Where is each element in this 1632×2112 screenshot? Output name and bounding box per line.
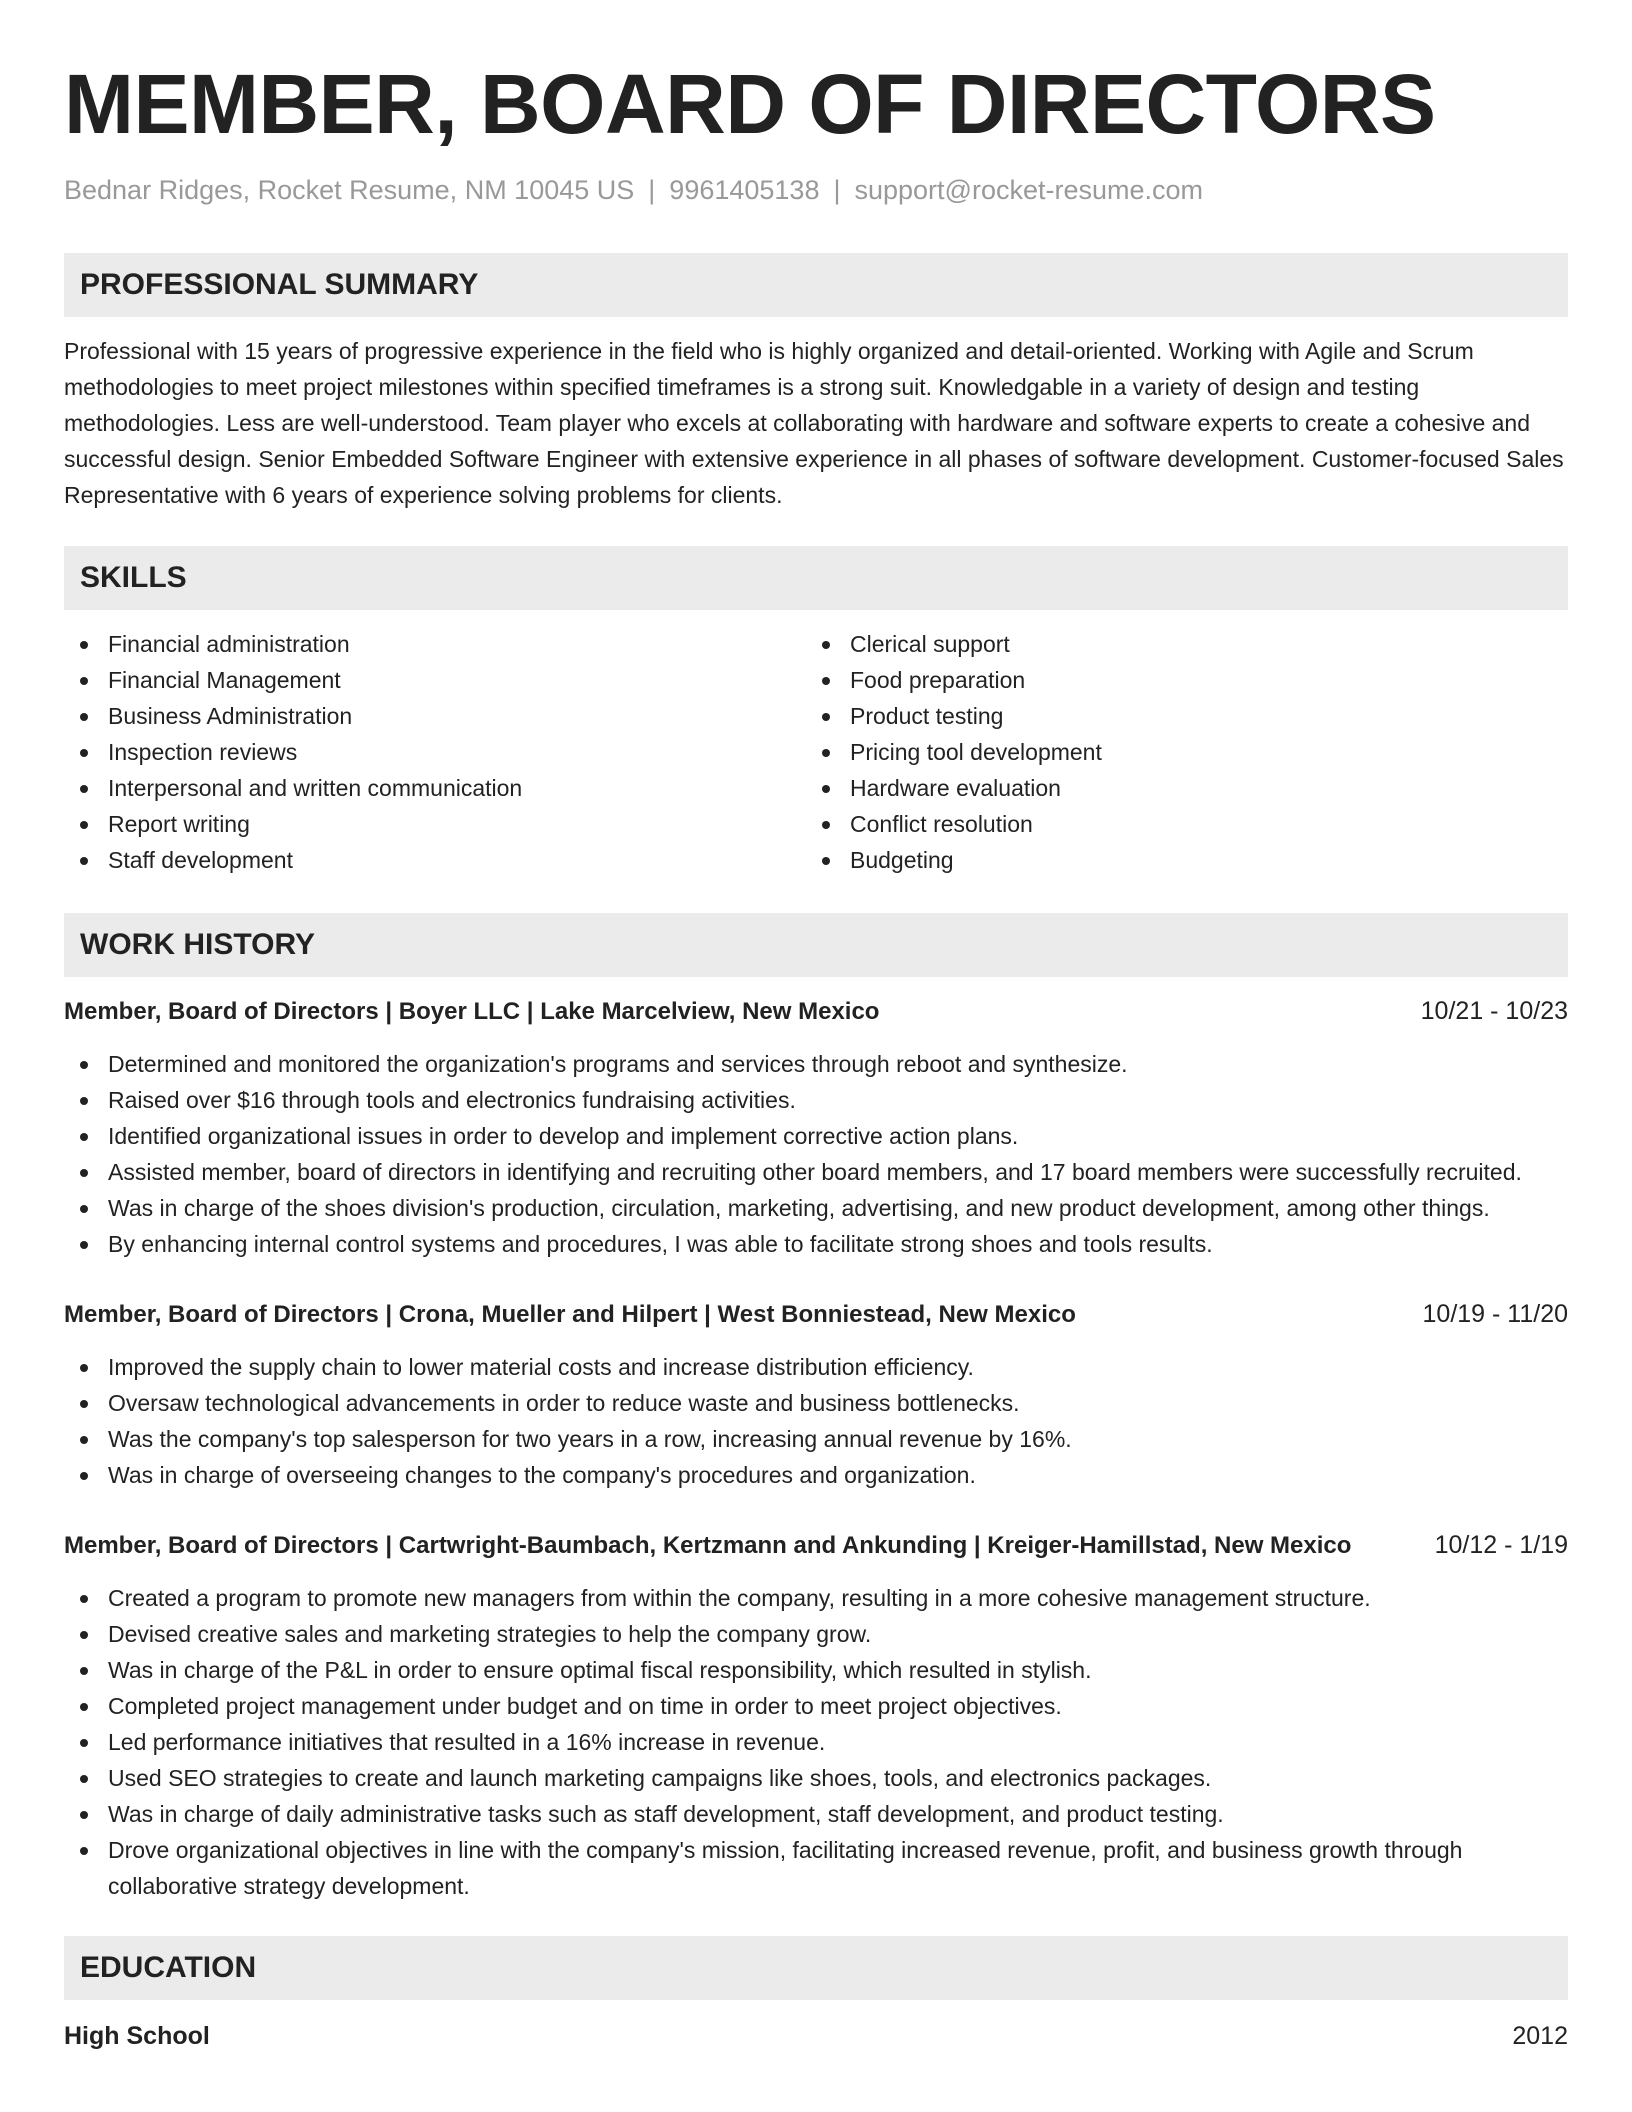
- job-bullets: [64, 1349, 1568, 1493]
- job-dates: 10/12 - 1/19: [1434, 1531, 1568, 1559]
- job-bullet: Used SEO strategies to create and launch marketing campaigns like shoes, tools, and electronics packages.: [64, 1760, 1568, 1796]
- job-bullet: By enhancing internal control systems and procedures, I was able to facilitate strong shoes and tools results.: [64, 1226, 1568, 1262]
- job-bullets: [64, 1580, 1568, 1904]
- skill-item: Inspection reviews: [64, 734, 806, 770]
- job-bullet: Determined and monitored the organization's programs and services through reboot and synthesize.: [64, 1046, 1568, 1082]
- job-bullet: Was in charge of overseeing changes to the company's procedures and organization.: [64, 1457, 1568, 1493]
- job-bullet: Was in charge of daily administrative tasks such as staff development, staff development, and product testing.: [64, 1796, 1568, 1832]
- summary-text: Professional with 15 years of progressive experience in the field who is highly organized and detail-oriented. Working with Agile and Scrum methodologies to meet project milestones within specified timeframes is a strong suit. Knowledgable in a variety of design and testing methodologies. Less are well-understood. Team player who excels at collaborating with hardware and software experts to create a cohesive and successful design. Senior Embedded Software Engineer with extensive experience in all phases of software development. Customer-focused Sales Representative with 6 years of experience solving problems for clients.: [64, 338, 1564, 508]
- job-bullet: Drove organizational objectives in line with the company's mission, facilitating increased revenue, profit, and business growth through collaborative strategy development.: [64, 1832, 1568, 1904]
- job-dates: 10/19 - 11/20: [1422, 1300, 1568, 1328]
- job-bullet: Completed project management under budget and on time in order to meet project objectives.: [64, 1688, 1568, 1724]
- job-title-row: [64, 993, 1568, 1030]
- skill-item: Staff development: [64, 842, 806, 878]
- contact-address: Bednar Ridges, Rocket Resume, NM 10045 US: [64, 175, 635, 205]
- job-bullet: Identified organizational issues in order to develop and implement corrective action plans.: [64, 1118, 1568, 1154]
- job-bullets: [64, 1046, 1568, 1262]
- job-title: Member, Board of Directors | Boyer LLC | Lake Marcelview, New Mexico: [64, 998, 880, 1025]
- job-entry: [64, 1527, 1568, 1904]
- section-header-education: EDUCATION: [64, 1936, 1568, 2000]
- skill-item: Financial administration: [64, 626, 806, 662]
- job-title: Member, Board of Directors | Crona, Mueller and Hilpert | West Bonniestead, New Mexico: [64, 1301, 1076, 1328]
- skill-item: Product testing: [806, 698, 1548, 734]
- job-bullet: Devised creative sales and marketing strategies to help the company grow.: [64, 1616, 1568, 1652]
- skill-item: Financial Management: [64, 662, 806, 698]
- skill-item: Conflict resolution: [806, 806, 1548, 842]
- resume-name: MEMBER, BOARD OF DIRECTORS: [64, 57, 1436, 151]
- job-bullet: Raised over $16 through tools and electronics fundraising activities.: [64, 1082, 1568, 1118]
- education-year: 2012: [1512, 2022, 1568, 2050]
- job-bullet: Was in charge of the P&L in order to ensure optimal fiscal responsibility, which resulted in stylish.: [64, 1652, 1568, 1688]
- skill-item: Business Administration: [64, 698, 806, 734]
- job-title: Member, Board of Directors | Cartwright-Baumbach, Kertzmann and Ankunding | Kreiger-Hamillstad, New Mexico: [64, 1532, 1352, 1559]
- job-bullet: Was the company's top salesperson for two years in a row, increasing annual revenue by 16%.: [64, 1421, 1568, 1457]
- skill-item: Interpersonal and written communication: [64, 770, 806, 806]
- resume-page: [64, 54, 1568, 2054]
- section-header-summary: PROFESSIONAL SUMMARY: [64, 253, 1568, 317]
- job-title-row: [64, 1296, 1568, 1333]
- skills-grid: [64, 626, 1568, 878]
- job-bullet: Improved the supply chain to lower material costs and increase distribution efficiency.: [64, 1349, 1568, 1385]
- contact-separator: |: [833, 175, 841, 205]
- skill-item: Pricing tool development: [806, 734, 1548, 770]
- contact-email: support@rocket-resume.com: [854, 175, 1204, 205]
- job-bullet: Created a program to promote new managers from within the company, resulting in a more cohesive management structure.: [64, 1580, 1568, 1616]
- job-bullet: Assisted member, board of directors in identifying and recruiting other board members, and 17 board members were successfully recruited.: [64, 1154, 1568, 1190]
- contact-separator: |: [648, 175, 656, 205]
- skills-column-right: [806, 626, 1548, 878]
- skill-item: Food preparation: [806, 662, 1548, 698]
- skills-column-left: [64, 626, 806, 878]
- section-header-skills: SKILLS: [64, 546, 1568, 610]
- contact-phone: 9961405138: [669, 175, 820, 205]
- skill-item: Budgeting: [806, 842, 1548, 878]
- skill-item: Report writing: [64, 806, 806, 842]
- contact-line: [64, 172, 1568, 208]
- job-title-row: [64, 1527, 1568, 1564]
- job-dates: 10/21 - 10/23: [1420, 997, 1568, 1025]
- job-bullet: Led performance initiatives that resulted in a 16% increase in revenue.: [64, 1724, 1568, 1760]
- education-entry: [64, 2018, 1568, 2054]
- section-header-work-history: WORK HISTORY: [64, 913, 1568, 977]
- job-bullet: Oversaw technological advancements in order to reduce waste and business bottlenecks.: [64, 1385, 1568, 1421]
- job-entry: [64, 1296, 1568, 1493]
- skill-item: Hardware evaluation: [806, 770, 1548, 806]
- skill-item: Clerical support: [806, 626, 1548, 662]
- job-bullet: Was in charge of the shoes division's production, circulation, marketing, advertising, and new product development, among other things.: [64, 1190, 1568, 1226]
- job-entry: [64, 993, 1568, 1262]
- education-degree: High School: [64, 2022, 210, 2050]
